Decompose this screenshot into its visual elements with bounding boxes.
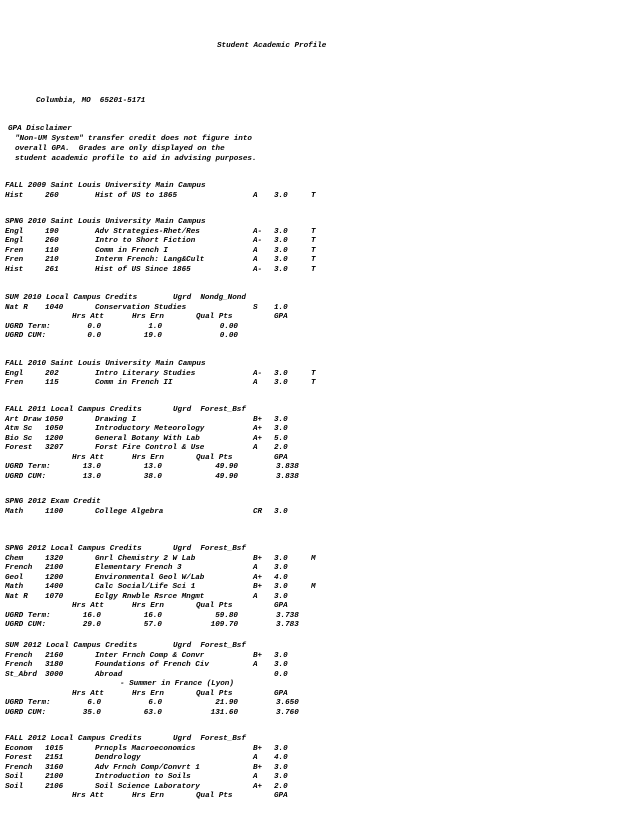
course-number: 3207	[45, 444, 64, 452]
course-subject: St_Abrd	[5, 670, 37, 679]
term-header: SPNG 2010 Saint Louis University Main Campus	[5, 218, 206, 226]
term-career: Ugrd Forest_Bsf	[173, 545, 246, 553]
course-description: Forst Fire Control & Use	[95, 444, 205, 452]
course-number: 115	[45, 379, 59, 387]
course-number: 110	[45, 246, 59, 255]
course-description: Adv Frnch Comp/Convrt 1	[95, 763, 200, 772]
course-hours: 3.0	[274, 554, 288, 563]
course-number: 260	[45, 191, 59, 200]
summary-quality-points: 49.90	[215, 463, 238, 471]
course-flag: M	[311, 583, 316, 591]
summary-quality-points: 21.90	[215, 699, 238, 707]
course-description: Comm in French I	[95, 246, 168, 255]
course-flag: T	[311, 227, 316, 236]
course-grade: A	[253, 661, 258, 669]
course-hours: 0.0	[274, 670, 288, 679]
course-grade: B+	[253, 651, 263, 660]
course-subject: French	[5, 564, 33, 572]
address-line: Columbia, MO 65201-5171	[36, 97, 146, 105]
course-grade: B+	[253, 744, 263, 753]
course-grade: B+	[253, 763, 263, 772]
course-description: Intro Literary Studies	[95, 369, 196, 378]
course-grade: A	[253, 773, 258, 781]
summary-heading: Hrs Ern	[132, 792, 164, 800]
course-subject: Nat R	[5, 592, 28, 601]
term-career: Ugrd Forest_Bsf	[173, 406, 246, 414]
course-hours: 3.0	[274, 592, 288, 601]
summary-gpa: 3.650	[276, 699, 299, 707]
course-subject: Soil	[5, 782, 24, 791]
course-description: Adv Strategies-Rhet/Res	[95, 227, 200, 236]
summary-heading: Hrs Ern	[132, 602, 164, 610]
term-header: FALL 2009 Saint Louis University Main Campus	[5, 182, 206, 190]
course-flag: T	[311, 256, 316, 264]
course-number: 1400	[45, 583, 64, 591]
course-description: Drawing I	[95, 415, 137, 424]
summary-gpa: 3.760	[276, 708, 299, 717]
course-grade: A-	[253, 265, 263, 274]
course-hours: 3.0	[274, 425, 288, 433]
course-subject: Math	[5, 583, 24, 591]
summary-heading: GPA	[274, 792, 288, 800]
course-hours: 3.0	[274, 246, 288, 255]
disclaimer-line: "Non-UM System" transfer credit does not figure into	[15, 135, 252, 143]
course-grade: A	[253, 191, 258, 200]
course-number: 1200	[45, 434, 64, 443]
summary-heading: Qual Pts	[196, 453, 233, 462]
course-grade: A+	[253, 425, 263, 433]
term-header: SPNG 2012 Local Campus Credits	[5, 545, 142, 553]
summary-heading: Hrs Att	[72, 313, 104, 321]
course-grade: A+	[253, 573, 263, 582]
course-subject: Engl	[5, 227, 24, 236]
summary-label: UGRD CUM:	[5, 621, 47, 629]
course-number: 2160	[45, 651, 64, 660]
course-subject: Nat R	[5, 303, 28, 312]
summary-hrs-earned: 63.0	[143, 708, 162, 717]
course-flag: T	[311, 191, 316, 200]
summary-heading: GPA	[274, 313, 288, 321]
course-subject: Engl	[5, 369, 24, 378]
summary-hrs-attempted: 29.0	[82, 621, 101, 629]
summary-gpa: 3.738	[276, 611, 299, 620]
course-number: 1100	[45, 507, 64, 516]
course-description: College Algebra	[95, 507, 164, 516]
summary-quality-points: 49.90	[215, 472, 238, 481]
course-number: 210	[45, 256, 59, 264]
course-hours: 3.0	[274, 651, 288, 660]
course-hours: 3.0	[274, 773, 288, 781]
course-subject: Geol	[5, 573, 24, 582]
summary-heading: Hrs Ern	[132, 453, 164, 462]
course-subject: Fren	[5, 256, 24, 264]
course-grade: S	[253, 303, 258, 312]
summary-hrs-earned: 13.0	[143, 463, 162, 471]
term-header: FALL 2011 Local Campus Credits	[5, 406, 142, 414]
course-subject: French	[5, 651, 33, 660]
course-note: - Summer in France (Lyon)	[120, 680, 234, 688]
course-grade: B+	[253, 554, 263, 563]
course-description: Introduction to Soils	[95, 773, 191, 781]
course-hours: 3.0	[274, 369, 288, 378]
course-number: 3000	[45, 670, 64, 679]
summary-gpa: 3.838	[276, 472, 299, 481]
course-grade: A	[253, 592, 258, 601]
summary-label: UGRD Term:	[5, 699, 51, 707]
course-subject: Hist	[5, 191, 24, 200]
course-description: Elementary French 3	[95, 564, 182, 572]
course-description: Hist of US Since 1865	[95, 265, 191, 274]
course-number: 261	[45, 265, 59, 274]
course-number: 1050	[45, 425, 64, 433]
summary-hrs-earned: 16.0	[143, 611, 162, 620]
course-number: 2151	[45, 754, 64, 762]
course-description: Hist of US to 1865	[95, 191, 178, 200]
disclaimer-heading: GPA Disclaimer	[8, 125, 72, 133]
course-hours: 3.0	[274, 191, 288, 200]
course-description: Eclgy Rnwble Rsrce Mngmt	[95, 592, 205, 601]
term-header: SUM 2010 Local Campus Credits	[5, 294, 138, 302]
page-title: Student Academic Profile	[217, 42, 327, 50]
course-number: 1050	[45, 415, 64, 424]
course-hours: 4.0	[274, 573, 288, 582]
course-grade: A+	[253, 434, 263, 443]
course-subject: Fren	[5, 246, 24, 255]
summary-hrs-attempted: 16.0	[82, 611, 101, 620]
summary-label: UGRD Term:	[5, 322, 51, 331]
course-grade: A	[253, 256, 258, 264]
summary-heading: GPA	[274, 453, 288, 462]
summary-heading: Hrs Ern	[132, 689, 164, 698]
summary-hrs-earned: 38.0	[143, 472, 162, 481]
course-flag: T	[311, 246, 316, 255]
term-career: Ugrd Forest_Bsf	[173, 735, 246, 743]
course-grade: A	[253, 444, 258, 452]
course-number: 260	[45, 237, 59, 245]
course-flag: T	[311, 369, 316, 378]
course-subject: Hist	[5, 265, 24, 274]
course-number: 2106	[45, 782, 64, 791]
course-flag: M	[311, 554, 316, 563]
course-grade: B+	[253, 415, 263, 424]
course-hours: 3.0	[274, 507, 288, 516]
course-hours: 3.0	[274, 227, 288, 236]
course-hours: 2.0	[274, 444, 288, 452]
summary-hrs-earned: 57.0	[143, 621, 162, 629]
course-grade: A	[253, 754, 258, 762]
course-hours: 3.0	[274, 661, 288, 669]
summary-heading: GPA	[274, 602, 288, 610]
summary-label: UGRD CUM:	[5, 708, 47, 717]
course-subject: Soil	[5, 773, 24, 781]
summary-quality-points: 131.60	[210, 708, 238, 717]
course-subject: Bio Sc	[5, 434, 33, 443]
course-subject: Math	[5, 507, 24, 516]
course-flag: T	[311, 237, 316, 245]
summary-heading: Hrs Att	[72, 792, 104, 800]
course-subject: French	[5, 763, 33, 772]
course-hours: 3.0	[274, 763, 288, 772]
summary-quality-points: 0.00	[219, 332, 238, 340]
course-hours: 2.0	[274, 782, 288, 791]
summary-hrs-attempted: 6.0	[87, 699, 101, 707]
summary-heading: Qual Pts	[196, 313, 233, 321]
course-number: 190	[45, 227, 59, 236]
course-grade: A	[253, 564, 258, 572]
term-header: FALL 2010 Saint Louis University Main Campus	[5, 360, 206, 368]
course-subject: Forest	[5, 754, 33, 762]
summary-quality-points: 109.70	[210, 621, 238, 629]
course-subject: Econom	[5, 744, 33, 753]
summary-hrs-earned: 19.0	[143, 332, 162, 340]
course-number: 1200	[45, 573, 64, 582]
course-hours: 4.0	[274, 754, 288, 762]
summary-hrs-attempted: 0.0	[87, 322, 101, 331]
summary-heading: Qual Pts	[196, 792, 233, 800]
summary-heading: Qual Pts	[196, 602, 233, 610]
summary-hrs-attempted: 13.0	[82, 463, 101, 471]
summary-quality-points: 59.80	[215, 611, 238, 620]
course-grade: A+	[253, 782, 263, 791]
course-hours: 3.0	[274, 744, 288, 753]
course-description: Environmental Geol W/Lab	[95, 573, 205, 582]
summary-hrs-attempted: 35.0	[82, 708, 101, 717]
summary-heading: Hrs Att	[72, 453, 104, 462]
summary-heading: Hrs Att	[72, 602, 104, 610]
course-flag: T	[311, 379, 316, 387]
course-subject: Atm Sc	[5, 425, 33, 433]
course-description: Intro to Short Fiction	[95, 237, 196, 245]
course-grade: A-	[253, 237, 263, 245]
disclaimer-line: overall GPA. Grades are only displayed on the	[15, 145, 225, 153]
course-hours: 1.0	[274, 303, 288, 312]
course-description: Prncpls Macroeconomics	[95, 744, 196, 753]
term-header: SUM 2012 Local Campus Credits	[5, 642, 138, 650]
summary-gpa: 3.838	[276, 463, 299, 471]
course-description: Gnrl Chemistry 2 W Lab	[95, 554, 196, 563]
course-hours: 3.0	[274, 256, 288, 264]
summary-heading: Qual Pts	[196, 689, 233, 698]
course-subject: Art Draw	[5, 415, 42, 424]
course-number: 1070	[45, 592, 64, 601]
course-subject: Fren	[5, 379, 24, 387]
course-number: 1015	[45, 744, 64, 753]
course-number: 3180	[45, 661, 64, 669]
course-number: 2100	[45, 773, 64, 781]
course-grade: A-	[253, 369, 263, 378]
course-number: 202	[45, 369, 59, 378]
course-grade: A	[253, 379, 258, 387]
summary-heading: Hrs Att	[72, 689, 104, 698]
course-number: 3160	[45, 763, 64, 772]
course-flag: T	[311, 265, 316, 274]
course-description: Foundations of French Civ	[95, 661, 209, 669]
course-description: Abroad	[95, 670, 123, 679]
summary-label: UGRD CUM:	[5, 472, 47, 481]
term-header: FALL 2012 Local Campus Credits	[5, 735, 142, 743]
course-number: 1320	[45, 554, 64, 563]
course-grade: A-	[253, 227, 263, 236]
course-hours: 3.0	[274, 237, 288, 245]
course-description: Soil Science Laboratory	[95, 782, 200, 791]
term-header: SPNG 2012 Exam Credit	[5, 498, 101, 506]
course-description: General Botany With Lab	[95, 434, 200, 443]
course-subject: French	[5, 661, 33, 669]
summary-hrs-attempted: 0.0	[87, 332, 101, 340]
course-subject: Chem	[5, 554, 24, 563]
summary-hrs-earned: 6.0	[148, 699, 162, 707]
summary-heading: Hrs Ern	[132, 313, 164, 321]
course-number: 2100	[45, 564, 64, 572]
summary-quality-points: 0.00	[219, 322, 238, 331]
course-description: Introductory Meteorology	[95, 425, 205, 433]
course-hours: 3.0	[274, 379, 288, 387]
term-career: Ugrd Forest_Bsf	[173, 642, 246, 650]
course-grade: CR	[253, 507, 263, 516]
course-hours: 3.0	[274, 415, 288, 424]
course-grade: A	[253, 246, 258, 255]
course-description: Calc Social/Life Sci 1	[95, 583, 196, 591]
summary-heading: GPA	[274, 689, 288, 698]
course-hours: 3.0	[274, 564, 288, 572]
course-description: Conservation Studies	[95, 303, 187, 312]
summary-gpa: 3.783	[276, 621, 299, 629]
disclaimer-line: student academic profile to aid in advising purposes.	[15, 155, 257, 163]
course-hours: 3.0	[274, 265, 288, 274]
summary-label: UGRD Term:	[5, 611, 51, 620]
course-subject: Forest	[5, 444, 33, 452]
course-description: Dendrology	[95, 754, 141, 762]
course-description: Interm French: Lang&Cult	[95, 256, 205, 264]
course-number: 1040	[45, 303, 64, 312]
course-description: Inter Frnch Comp & Convr	[95, 651, 205, 660]
course-hours: 3.0	[274, 583, 288, 591]
summary-label: UGRD CUM:	[5, 332, 47, 340]
summary-label: UGRD Term:	[5, 463, 51, 471]
summary-hrs-attempted: 13.0	[82, 472, 101, 481]
term-career: Ugrd Nondg_Nond	[173, 294, 246, 302]
course-subject: Engl	[5, 237, 24, 245]
course-hours: 5.0	[274, 434, 288, 443]
course-description: Comm in French II	[95, 379, 173, 387]
course-grade: B+	[253, 583, 263, 591]
summary-hrs-earned: 1.0	[148, 322, 162, 331]
